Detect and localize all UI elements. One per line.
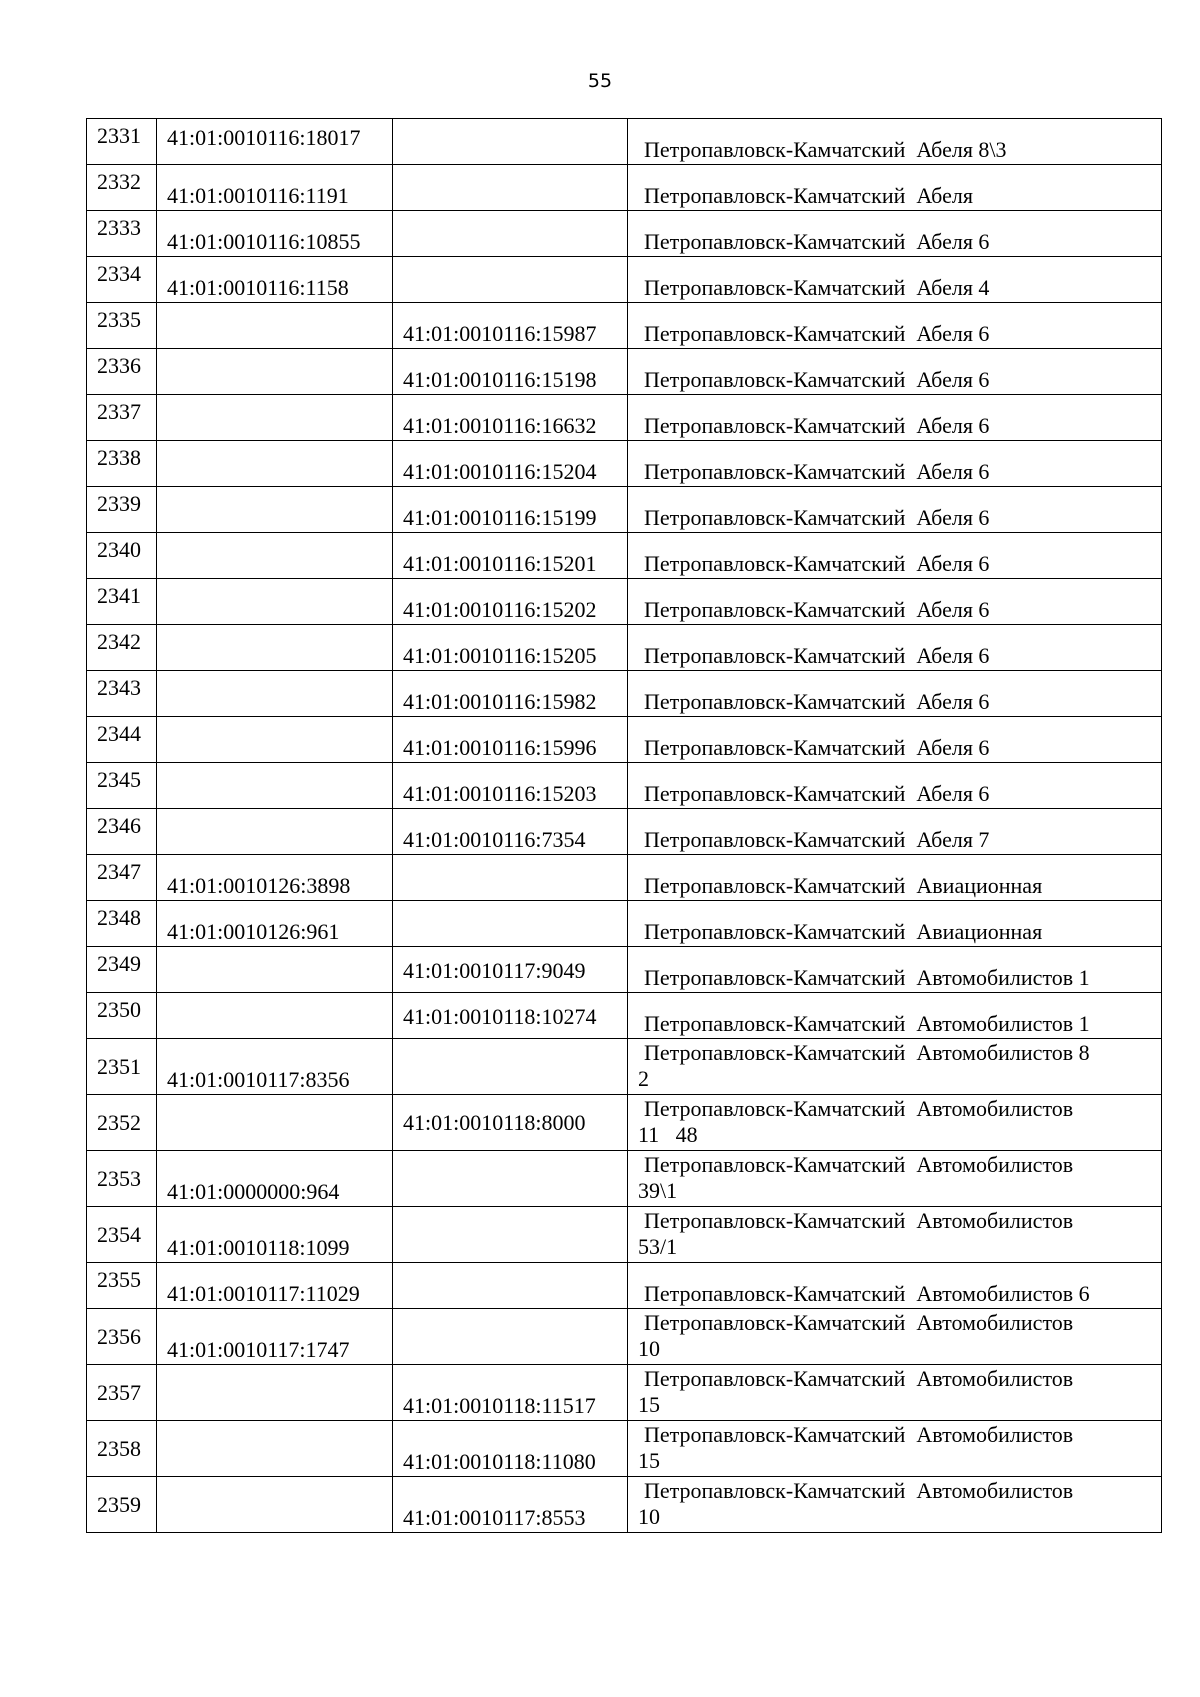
row-number: 2340 bbox=[87, 533, 157, 579]
table-row bbox=[87, 441, 1162, 487]
row-number: 2346 bbox=[87, 809, 157, 855]
table-row bbox=[87, 257, 1162, 303]
address-line-2: 53/1 bbox=[638, 1234, 678, 1259]
row-number: 2339 bbox=[87, 487, 157, 533]
address: Петропавловск-Камчатский Абеля 8\3 bbox=[628, 119, 1162, 165]
row-number: 2353 bbox=[87, 1151, 157, 1207]
address-line-2: 10 bbox=[638, 1336, 660, 1361]
table-row bbox=[87, 1477, 1162, 1533]
building-cadastral-number bbox=[393, 165, 628, 211]
address-line-1: Петропавловск-Камчатский Автомобилистов bbox=[644, 1366, 1074, 1391]
address bbox=[628, 1039, 1162, 1095]
address bbox=[628, 1365, 1162, 1421]
land-cadastral-number: 41:01:0000000:964 bbox=[157, 1151, 393, 1207]
building-cadastral-number bbox=[393, 855, 628, 901]
row-number: 2344 bbox=[87, 717, 157, 763]
table-row bbox=[87, 119, 1162, 165]
row-number: 2343 bbox=[87, 671, 157, 717]
table-row bbox=[87, 211, 1162, 257]
land-cadastral-number bbox=[157, 947, 393, 993]
address: Петропавловск-Камчатский Авиационная bbox=[628, 901, 1162, 947]
building-cadastral-number bbox=[393, 1151, 628, 1207]
address-line-1: Петропавловск-Камчатский Автомобилистов bbox=[644, 1478, 1074, 1503]
table-row bbox=[87, 1207, 1162, 1263]
table-row bbox=[87, 1263, 1162, 1309]
address-line-1: Петропавловск-Камчатский Автомобилистов bbox=[644, 1152, 1074, 1177]
land-cadastral-number: 41:01:0010116:1158 bbox=[157, 257, 393, 303]
row-number: 2334 bbox=[87, 257, 157, 303]
row-number: 2345 bbox=[87, 763, 157, 809]
address-line-2: 39\1 bbox=[638, 1178, 678, 1203]
building-cadastral-number: 41:01:0010118:11517 bbox=[393, 1365, 628, 1421]
land-cadastral-number: 41:01:0010116:1191 bbox=[157, 165, 393, 211]
address: Петропавловск-Камчатский Автомобилистов 1 bbox=[628, 993, 1162, 1039]
address: Петропавловск-Камчатский Абеля 6 bbox=[628, 303, 1162, 349]
address-line-1: Петропавловск-Камчатский Автомобилистов 8 bbox=[644, 1040, 1090, 1065]
row-number: 2337 bbox=[87, 395, 157, 441]
address bbox=[628, 1151, 1162, 1207]
table-row bbox=[87, 487, 1162, 533]
address: Петропавловск-Камчатский Абеля 7 bbox=[628, 809, 1162, 855]
table-row bbox=[87, 349, 1162, 395]
address: Петропавловск-Камчатский Абеля 6 bbox=[628, 579, 1162, 625]
table-row bbox=[87, 901, 1162, 947]
page-number: 55 bbox=[587, 70, 613, 92]
address: Петропавловск-Камчатский Абеля 6 bbox=[628, 533, 1162, 579]
address bbox=[628, 1095, 1162, 1151]
building-cadastral-number: 41:01:0010116:7354 bbox=[393, 809, 628, 855]
building-cadastral-number bbox=[393, 119, 628, 165]
row-number: 2349 bbox=[87, 947, 157, 993]
land-cadastral-number: 41:01:0010117:1747 bbox=[157, 1309, 393, 1365]
address: Петропавловск-Камчатский Абеля 6 bbox=[628, 717, 1162, 763]
land-cadastral-number bbox=[157, 1477, 393, 1533]
land-cadastral-number bbox=[157, 303, 393, 349]
address-line-1: Петропавловск-Камчатский Автомобилистов bbox=[644, 1422, 1074, 1447]
address: Петропавловск-Камчатский Авиационная bbox=[628, 855, 1162, 901]
row-number: 2350 bbox=[87, 993, 157, 1039]
building-cadastral-number bbox=[393, 1263, 628, 1309]
building-cadastral-number bbox=[393, 1207, 628, 1263]
address-line-2: 11 48 bbox=[638, 1122, 698, 1147]
address bbox=[628, 1309, 1162, 1365]
address: Петропавловск-Камчатский Автомобилистов 6 bbox=[628, 1263, 1162, 1309]
row-number: 2332 bbox=[87, 165, 157, 211]
land-cadastral-number bbox=[157, 487, 393, 533]
table-row bbox=[87, 671, 1162, 717]
row-number: 2335 bbox=[87, 303, 157, 349]
land-cadastral-number bbox=[157, 671, 393, 717]
land-cadastral-number bbox=[157, 1365, 393, 1421]
building-cadastral-number bbox=[393, 211, 628, 257]
land-cadastral-number: 41:01:0010116:10855 bbox=[157, 211, 393, 257]
land-cadastral-number bbox=[157, 349, 393, 395]
table-row bbox=[87, 1039, 1162, 1095]
row-number: 2357 bbox=[87, 1365, 157, 1421]
building-cadastral-number: 41:01:0010116:15987 bbox=[393, 303, 628, 349]
row-number: 2341 bbox=[87, 579, 157, 625]
address-line-1: Петропавловск-Камчатский Автомобилистов bbox=[644, 1208, 1074, 1233]
building-cadastral-number: 41:01:0010116:15205 bbox=[393, 625, 628, 671]
address: Петропавловск-Камчатский Абеля 6 bbox=[628, 625, 1162, 671]
building-cadastral-number: 41:01:0010116:15982 bbox=[393, 671, 628, 717]
table-row bbox=[87, 165, 1162, 211]
address: Петропавловск-Камчатский Абеля 6 bbox=[628, 671, 1162, 717]
address: Петропавловск-Камчатский Автомобилистов 1 bbox=[628, 947, 1162, 993]
land-cadastral-number bbox=[157, 395, 393, 441]
address: Петропавловск-Камчатский Абеля 6 bbox=[628, 211, 1162, 257]
land-cadastral-number bbox=[157, 533, 393, 579]
row-number: 2355 bbox=[87, 1263, 157, 1309]
table-row bbox=[87, 717, 1162, 763]
land-cadastral-number: 41:01:0010126:961 bbox=[157, 901, 393, 947]
land-cadastral-number: 41:01:0010117:8356 bbox=[157, 1039, 393, 1095]
building-cadastral-number: 41:01:0010116:16632 bbox=[393, 395, 628, 441]
row-number: 2338 bbox=[87, 441, 157, 487]
address bbox=[628, 1421, 1162, 1477]
registry-table bbox=[86, 118, 1162, 1533]
building-cadastral-number: 41:01:0010116:15203 bbox=[393, 763, 628, 809]
table-row bbox=[87, 1151, 1162, 1207]
land-cadastral-number: 41:01:0010126:3898 bbox=[157, 855, 393, 901]
row-number: 2348 bbox=[87, 901, 157, 947]
table-row bbox=[87, 395, 1162, 441]
building-cadastral-number bbox=[393, 901, 628, 947]
address: Петропавловск-Камчатский Абеля 6 bbox=[628, 487, 1162, 533]
row-number: 2354 bbox=[87, 1207, 157, 1263]
address: Петропавловск-Камчатский Абеля 6 bbox=[628, 395, 1162, 441]
building-cadastral-number: 41:01:0010118:10274 bbox=[393, 993, 628, 1039]
land-cadastral-number: 41:01:0010117:11029 bbox=[157, 1263, 393, 1309]
address: Петропавловск-Камчатский Абеля 6 bbox=[628, 349, 1162, 395]
building-cadastral-number bbox=[393, 1039, 628, 1095]
address bbox=[628, 1207, 1162, 1263]
row-number: 2359 bbox=[87, 1477, 157, 1533]
land-cadastral-number bbox=[157, 441, 393, 487]
table-row bbox=[87, 993, 1162, 1039]
row-number: 2351 bbox=[87, 1039, 157, 1095]
building-cadastral-number: 41:01:0010118:11080 bbox=[393, 1421, 628, 1477]
address bbox=[628, 1477, 1162, 1533]
land-cadastral-number bbox=[157, 1421, 393, 1477]
table-row bbox=[87, 303, 1162, 349]
row-number: 2352 bbox=[87, 1095, 157, 1151]
table-row bbox=[87, 947, 1162, 993]
address-line-1: Петропавловск-Камчатский Автомобилистов bbox=[644, 1310, 1074, 1335]
building-cadastral-number: 41:01:0010118:8000 bbox=[393, 1095, 628, 1151]
row-number: 2358 bbox=[87, 1421, 157, 1477]
building-cadastral-number: 41:01:0010116:15201 bbox=[393, 533, 628, 579]
row-number: 2333 bbox=[87, 211, 157, 257]
building-cadastral-number bbox=[393, 1309, 628, 1365]
building-cadastral-number bbox=[393, 257, 628, 303]
row-number: 2336 bbox=[87, 349, 157, 395]
table-row bbox=[87, 533, 1162, 579]
land-cadastral-number: 41:01:0010116:18017 bbox=[157, 119, 393, 165]
building-cadastral-number: 41:01:0010116:15198 bbox=[393, 349, 628, 395]
row-number: 2347 bbox=[87, 855, 157, 901]
building-cadastral-number: 41:01:0010117:9049 bbox=[393, 947, 628, 993]
row-number: 2342 bbox=[87, 625, 157, 671]
land-cadastral-number bbox=[157, 717, 393, 763]
address-line-2: 15 bbox=[638, 1392, 660, 1417]
land-cadastral-number: 41:01:0010118:1099 bbox=[157, 1207, 393, 1263]
table-row bbox=[87, 763, 1162, 809]
table-row bbox=[87, 1365, 1162, 1421]
table-row bbox=[87, 855, 1162, 901]
land-cadastral-number bbox=[157, 993, 393, 1039]
land-cadastral-number bbox=[157, 625, 393, 671]
table-row bbox=[87, 1095, 1162, 1151]
building-cadastral-number: 41:01:0010116:15202 bbox=[393, 579, 628, 625]
address-line-2: 2 bbox=[638, 1066, 649, 1091]
building-cadastral-number: 41:01:0010116:15204 bbox=[393, 441, 628, 487]
address: Петропавловск-Камчатский Абеля 6 bbox=[628, 763, 1162, 809]
table-row bbox=[87, 625, 1162, 671]
land-cadastral-number bbox=[157, 763, 393, 809]
address: Петропавловск-Камчатский Абеля bbox=[628, 165, 1162, 211]
address-line-1: Петропавловск-Камчатский Автомобилистов bbox=[644, 1096, 1074, 1121]
row-number: 2331 bbox=[87, 119, 157, 165]
building-cadastral-number: 41:01:0010116:15199 bbox=[393, 487, 628, 533]
table-row bbox=[87, 809, 1162, 855]
address: Петропавловск-Камчатский Абеля 4 bbox=[628, 257, 1162, 303]
address-line-2: 10 bbox=[638, 1504, 660, 1529]
address-line-2: 15 bbox=[638, 1448, 660, 1473]
table-row bbox=[87, 579, 1162, 625]
land-cadastral-number bbox=[157, 1095, 393, 1151]
table-row bbox=[87, 1309, 1162, 1365]
land-cadastral-number bbox=[157, 809, 393, 855]
building-cadastral-number: 41:01:0010117:8553 bbox=[393, 1477, 628, 1533]
land-cadastral-number bbox=[157, 579, 393, 625]
table-row bbox=[87, 1421, 1162, 1477]
building-cadastral-number: 41:01:0010116:15996 bbox=[393, 717, 628, 763]
address: Петропавловск-Камчатский Абеля 6 bbox=[628, 441, 1162, 487]
row-number: 2356 bbox=[87, 1309, 157, 1365]
